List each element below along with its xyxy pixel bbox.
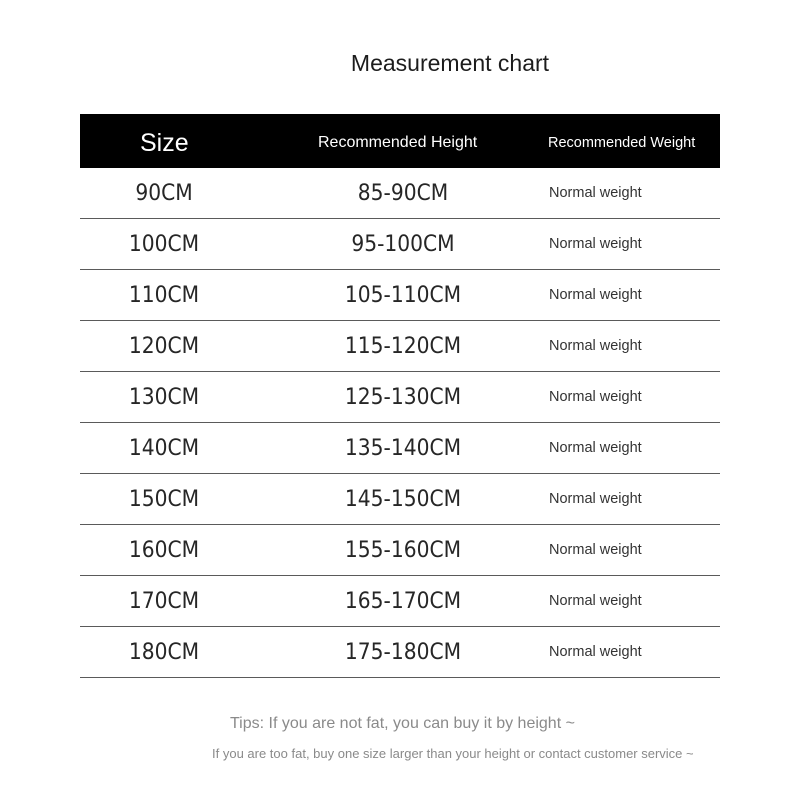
table-header <box>80 114 720 168</box>
weight-cell: Normal weight <box>549 185 642 201</box>
table-row <box>80 474 720 525</box>
table-row <box>80 168 720 219</box>
table-row <box>80 576 720 627</box>
height-cell: 145-150CM <box>344 487 462 512</box>
height-cell: 125-130CM <box>344 385 462 410</box>
table-row <box>80 270 720 321</box>
header-recommended-height: Recommended Height <box>318 134 478 151</box>
height-cell: 95-100CM <box>351 232 455 257</box>
tip-text: Tips: If you are not fat, you can buy it by height ~ <box>230 715 575 732</box>
size-cell: 100CM <box>128 232 200 257</box>
height-cell: 115-120CM <box>344 334 462 359</box>
weight-cell: Normal weight <box>549 338 642 354</box>
size-cell: 150CM <box>128 487 200 512</box>
table-row <box>80 321 720 372</box>
size-table <box>80 114 720 678</box>
height-cell: 135-140CM <box>344 436 462 461</box>
size-cell: 130CM <box>128 385 200 410</box>
table-row <box>80 525 720 576</box>
height-cell: 165-170CM <box>344 589 462 614</box>
size-cell: 170CM <box>128 589 200 614</box>
height-cell: 175-180CM <box>344 640 462 665</box>
table-row <box>80 219 720 270</box>
size-cell: 110CM <box>128 283 200 308</box>
page-title: Measurement chart <box>350 50 550 76</box>
weight-cell: Normal weight <box>549 491 642 507</box>
weight-cell: Normal weight <box>549 287 642 303</box>
size-cell: 160CM <box>128 538 200 563</box>
table-row <box>80 423 720 474</box>
table-row <box>80 627 720 678</box>
weight-cell: Normal weight <box>549 389 642 405</box>
weight-cell: Normal weight <box>549 644 642 660</box>
height-cell: 85-90CM <box>357 181 449 206</box>
height-cell: 155-160CM <box>344 538 462 563</box>
weight-cell: Normal weight <box>549 440 642 456</box>
size-cell: 180CM <box>128 640 200 665</box>
size-cell: 120CM <box>128 334 200 359</box>
tip-text-secondary: If you are too fat, buy one size larger than your height or contact customer service ~ <box>212 746 694 761</box>
header-recommended-weight: Recommended Weight <box>548 135 696 151</box>
table-row <box>80 372 720 423</box>
weight-cell: Normal weight <box>549 593 642 609</box>
size-cell: 140CM <box>128 436 200 461</box>
size-cell: 90CM <box>135 181 193 206</box>
weight-cell: Normal weight <box>549 236 642 252</box>
weight-cell: Normal weight <box>549 542 642 558</box>
height-cell: 105-110CM <box>344 283 462 308</box>
header-size: Size <box>140 129 189 157</box>
